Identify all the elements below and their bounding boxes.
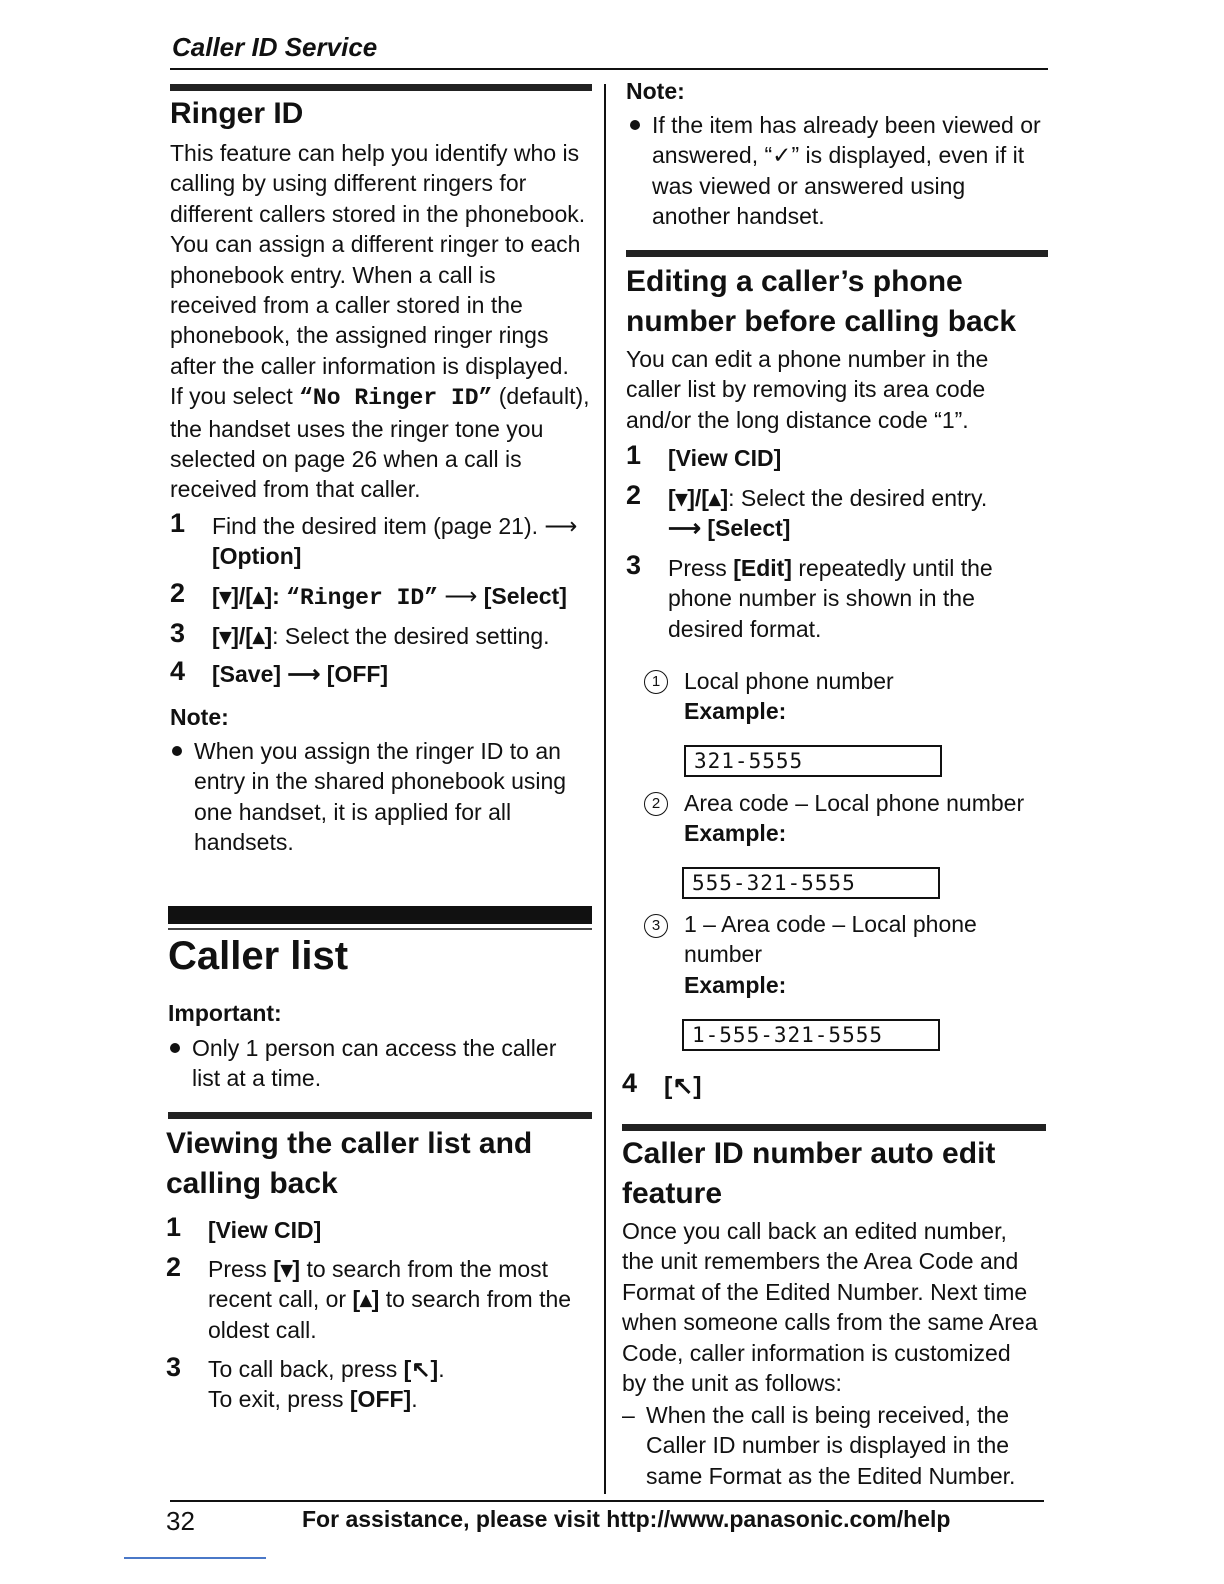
text-line: When you assign the ringer ID to an bbox=[194, 738, 561, 764]
note-label: Note: bbox=[626, 78, 685, 104]
text-line: and/or the long distance code “1”. bbox=[626, 406, 969, 433]
step-number: 2 bbox=[626, 480, 642, 510]
note-text bbox=[652, 110, 1041, 232]
important-label: Important: bbox=[168, 1000, 282, 1026]
page-number: 32 bbox=[166, 1506, 195, 1536]
step-number: 1 bbox=[166, 1212, 182, 1242]
text-line: was viewed or answered using bbox=[652, 172, 966, 199]
text-line: Area code – Local phone number bbox=[684, 790, 1025, 816]
text-line: When the call is being received, the bbox=[646, 1402, 1010, 1428]
circled-number-marker: 3 bbox=[644, 914, 668, 938]
chapter-rule bbox=[168, 906, 592, 924]
format-label bbox=[684, 788, 1024, 849]
step-number: 4 bbox=[170, 656, 186, 686]
important-text bbox=[192, 1033, 556, 1094]
text-line: desired format. bbox=[668, 615, 822, 642]
text-line: different callers stored in the phonebook. bbox=[170, 200, 586, 227]
step-text bbox=[668, 553, 993, 644]
section-rule bbox=[626, 250, 1048, 257]
edit-key: [Edit] bbox=[733, 555, 792, 581]
note-label: Note: bbox=[170, 704, 229, 730]
page-header-title: Caller ID Service bbox=[172, 32, 378, 62]
up-key: [▴] bbox=[352, 1286, 380, 1313]
text-line: by the unit as follows: bbox=[622, 1370, 842, 1397]
text-fragment: If you select bbox=[170, 383, 300, 410]
text-fragment: to search from the most bbox=[300, 1256, 549, 1282]
link-underline-decoration bbox=[124, 1557, 266, 1559]
text-line: one handset, it is applied for all bbox=[194, 798, 512, 825]
bullet-icon bbox=[170, 1043, 180, 1053]
text-line: Code, caller information is customized bbox=[622, 1339, 1011, 1366]
text-line: another handset. bbox=[652, 203, 825, 230]
step-text bbox=[212, 621, 550, 651]
navigator-keys: [▾]/[▴]: bbox=[212, 583, 287, 609]
option-key: [Option] bbox=[212, 543, 302, 570]
text-line bbox=[668, 483, 987, 513]
footer-rule bbox=[170, 1500, 1044, 1502]
section-heading-auto-edit bbox=[622, 1134, 995, 1214]
display-text: “No Ringer ID” bbox=[299, 385, 493, 412]
text-line bbox=[208, 1384, 445, 1414]
text-fragment: . bbox=[438, 1356, 445, 1382]
text-line: the handset uses the ringer tone you bbox=[170, 415, 544, 442]
navigator-keys: [▾]/[▴] bbox=[212, 623, 273, 649]
talk-key: [↖] bbox=[403, 1356, 439, 1382]
arrow: ⟶ bbox=[438, 583, 484, 609]
bullet-icon bbox=[172, 746, 182, 756]
text-line: received from that caller. bbox=[170, 476, 421, 503]
text-line: phonebook entry. When a call is bbox=[170, 261, 496, 288]
text-fragment: Press bbox=[668, 555, 734, 581]
auto-edit-body bbox=[622, 1216, 1037, 1398]
text-line: the unit remembers the Area Code and bbox=[622, 1248, 1019, 1275]
format-label bbox=[684, 666, 894, 727]
text-fragment: to search from the bbox=[379, 1286, 572, 1313]
step-number: 3 bbox=[166, 1352, 182, 1382]
text-line: This feature can help you identify who is bbox=[170, 140, 580, 166]
bullet-icon bbox=[630, 120, 640, 130]
format-label bbox=[684, 909, 977, 1000]
navigator-keys: [▾]/[▴] bbox=[668, 485, 729, 511]
example-label: Example: bbox=[684, 698, 787, 725]
text-fragment: (default), bbox=[492, 383, 590, 410]
text-line: received from a caller stored in the bbox=[170, 292, 523, 319]
text-line: You can edit a phone number in the bbox=[626, 346, 989, 372]
text-line: handsets. bbox=[194, 829, 294, 856]
text-line: entry in the shared phonebook using bbox=[194, 768, 567, 795]
step-text bbox=[668, 483, 987, 544]
section-heading-editing bbox=[626, 262, 1016, 342]
text-line: after the caller information is displayed. bbox=[170, 352, 569, 379]
text-line: oldest call. bbox=[208, 1316, 317, 1343]
text-line bbox=[668, 553, 993, 583]
text-fragment: . bbox=[411, 1386, 418, 1413]
section-heading-ringer-id: Ringer ID bbox=[170, 97, 304, 130]
chapter-rule-thin bbox=[168, 928, 592, 930]
text-line: Local phone number bbox=[684, 668, 894, 694]
dash-item-text bbox=[646, 1400, 1015, 1491]
section-heading-viewing bbox=[166, 1124, 532, 1204]
section-rule bbox=[170, 84, 592, 91]
lcd-display-example: 555-321-5555 bbox=[682, 867, 940, 899]
dash-marker: – bbox=[622, 1402, 635, 1428]
text-fragment: : Select the desired setting. bbox=[272, 623, 550, 649]
heading-line: feature bbox=[622, 1177, 723, 1210]
text-fragment: To call back, press bbox=[208, 1356, 404, 1382]
text-line: list at a time. bbox=[192, 1065, 322, 1092]
step-number: 3 bbox=[626, 550, 642, 580]
step-text bbox=[208, 1354, 445, 1415]
lcd-display-example: 321-5555 bbox=[684, 745, 942, 777]
text-fragment: Press bbox=[208, 1256, 274, 1282]
text-line: If the item has already been viewed or bbox=[652, 112, 1041, 138]
ringer-id-body bbox=[170, 138, 600, 505]
text-line: Caller ID number is displayed in the bbox=[646, 1432, 1010, 1459]
text-line: 1 – Area code – Local phone bbox=[684, 911, 977, 937]
text-line bbox=[208, 1284, 571, 1314]
text-line: Format of the Edited Number. Next time bbox=[622, 1278, 1028, 1305]
text-line bbox=[208, 1254, 571, 1284]
text-line: answered, “✓” is displayed, even if it bbox=[652, 142, 1025, 169]
step-number: 3 bbox=[170, 618, 186, 648]
step-text bbox=[208, 1254, 571, 1345]
off-key: [OFF] bbox=[349, 1386, 412, 1413]
example-label: Example: bbox=[684, 820, 787, 847]
note-text bbox=[194, 736, 566, 858]
editing-body bbox=[626, 344, 988, 435]
step-number: 2 bbox=[170, 578, 186, 608]
step-text bbox=[212, 581, 567, 613]
section-rule bbox=[622, 1124, 1046, 1131]
circled-number-marker: 2 bbox=[644, 792, 668, 816]
down-key: [▾] bbox=[273, 1256, 301, 1282]
footer-help-text: For assistance, please visit http://www.panasonic.com/help bbox=[302, 1506, 951, 1532]
text-line bbox=[170, 381, 600, 413]
text-line: same Format as the Edited Number. bbox=[646, 1462, 1016, 1489]
text-fragment: To exit, press bbox=[208, 1386, 350, 1413]
select-key: [Select] bbox=[483, 583, 567, 609]
text-line: phonebook, the assigned ringer rings bbox=[170, 322, 549, 349]
text-fragment: recent call, or bbox=[208, 1286, 353, 1313]
heading-line: Editing a caller’s phone bbox=[626, 265, 963, 298]
step-number: 4 bbox=[622, 1068, 638, 1098]
step-number: 1 bbox=[170, 508, 186, 538]
text-line: when someone calls from the same Area bbox=[622, 1309, 1038, 1336]
talk-key: [↖] bbox=[664, 1072, 702, 1100]
step-number: 2 bbox=[166, 1252, 182, 1282]
text-line: Only 1 person can access the caller bbox=[192, 1035, 557, 1061]
display-text: “Ringer ID” bbox=[286, 585, 438, 611]
heading-line: number before calling back bbox=[626, 305, 1017, 338]
heading-line: Viewing the caller list and bbox=[166, 1127, 533, 1160]
select-key: ⟶ [Select] bbox=[668, 515, 791, 542]
column-divider bbox=[604, 84, 606, 1494]
text-line: calling by using different ringers for bbox=[170, 170, 527, 197]
text-line: phone number is shown in the bbox=[668, 585, 975, 612]
heading-line: Caller ID number auto edit bbox=[622, 1137, 996, 1170]
header-rule bbox=[170, 68, 1048, 70]
text-fragment: repeatedly until the bbox=[791, 555, 993, 581]
text-line: number bbox=[684, 941, 762, 968]
lcd-display-example: 1-555-321-5555 bbox=[682, 1019, 940, 1051]
text-line: Once you call back an edited number, bbox=[622, 1218, 1007, 1244]
circled-number-marker: 1 bbox=[644, 670, 668, 694]
text-line: Find the desired item (page 21). ⟶ bbox=[212, 513, 578, 539]
step-text: [Save] ⟶ [OFF] bbox=[212, 661, 389, 687]
section-rule bbox=[168, 1112, 592, 1119]
heading-line: calling back bbox=[166, 1167, 338, 1200]
step-text: [View CID] bbox=[668, 445, 782, 471]
text-line: selected on page 26 when a call is bbox=[170, 446, 522, 473]
step-number: 1 bbox=[626, 440, 642, 470]
text-line: caller list by removing its area code bbox=[626, 376, 986, 403]
chapter-heading-caller-list: Caller list bbox=[168, 934, 349, 978]
text-line bbox=[208, 1354, 445, 1384]
text-fragment: : Select the desired entry. bbox=[728, 485, 988, 511]
text-line: You can assign a different ringer to each bbox=[170, 231, 581, 258]
step-text bbox=[212, 511, 577, 572]
step-text: [View CID] bbox=[208, 1217, 322, 1243]
example-label: Example: bbox=[684, 971, 787, 998]
